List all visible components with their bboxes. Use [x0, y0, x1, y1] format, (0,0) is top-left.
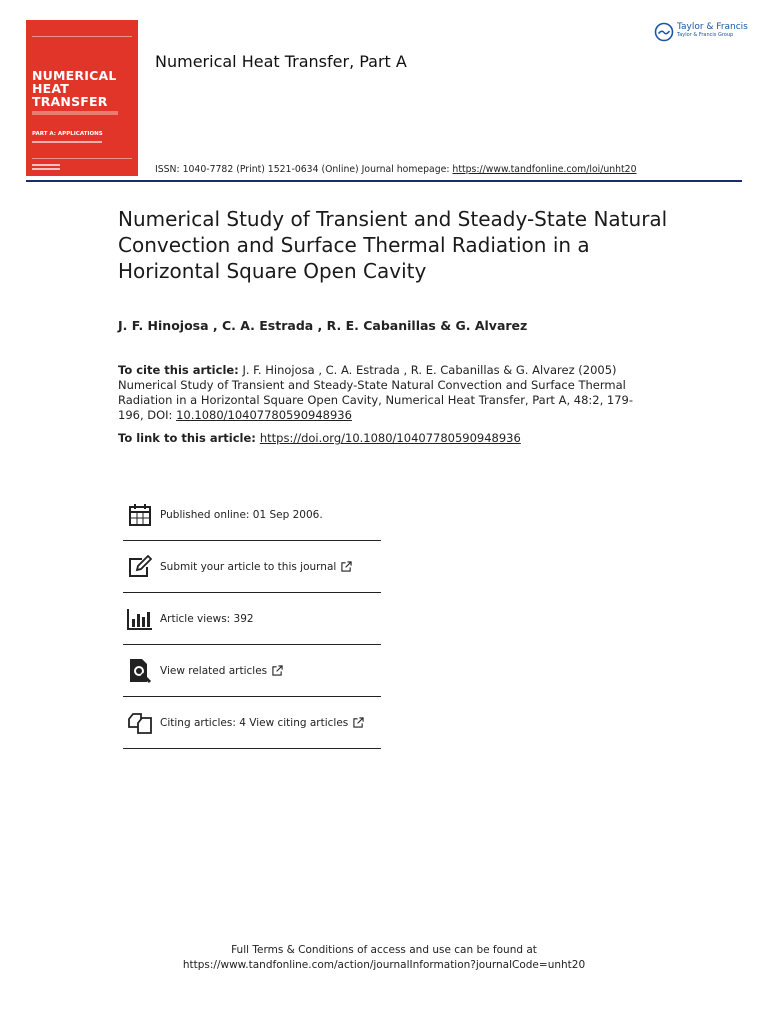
external-link-icon — [272, 665, 283, 676]
cover-editor-line — [32, 141, 102, 143]
citing-articles-label: Citing articles: 4 View citing articles — [160, 716, 349, 729]
external-link-icon — [353, 717, 364, 728]
cover-title — [32, 69, 132, 108]
issn-text: ISSN: 1040-7782 (Print) 1521-0634 (Online) Journal homepage: — [155, 164, 453, 175]
external-link-icon — [341, 561, 352, 572]
cover-section: PART A: APPLICATIONS — [32, 131, 103, 137]
cover-subtitle-bar — [32, 111, 118, 115]
citing-articles-icon — [127, 710, 153, 736]
journal-cover — [26, 20, 138, 176]
publisher-name: Taylor & Francis — [677, 22, 748, 32]
page-footer — [0, 943, 768, 973]
bar-chart-icon — [127, 606, 153, 632]
cite-doi-link[interactable]: 10.1080/10407780590948936 — [176, 408, 352, 422]
publisher-group: Taylor & Francis Group — [677, 32, 734, 38]
related-articles-label: View related articles — [160, 664, 268, 677]
published-online-label: Published online: 01 Sep 2006. — [160, 508, 323, 521]
footer-terms-url: https://www.tandfonline.com/action/journalInformation?journalCode=unht20 — [182, 959, 586, 971]
submit-article-item[interactable] — [123, 541, 381, 593]
citation-block — [118, 363, 658, 423]
article-views-label: Article views: 392 — [160, 612, 254, 625]
calendar-icon — [127, 502, 153, 528]
article-doi-link[interactable]: https://doi.org/10.1080/10407780590948936 — [259, 431, 521, 445]
article-authors: J. F. Hinojosa , C. A. Estrada , R. E. Cabanillas & G. Alvarez — [118, 318, 528, 333]
link-label: To link to this article: — [118, 431, 260, 445]
citing-articles-item[interactable] — [123, 697, 381, 749]
cover-title-line: NUMERICAL — [32, 68, 117, 83]
article-title: Numerical Study of Transient and Steady-State Natural Convection and Surface Thermal Radiation in a Horizontal Square Open Cavity — [118, 207, 668, 283]
article-views-item — [123, 593, 381, 645]
journal-name: Numerical Heat Transfer, Part A — [155, 52, 407, 71]
cover-top-band — [32, 20, 132, 37]
taylor-francis-logo-icon — [654, 22, 674, 42]
related-articles-item[interactable] — [123, 645, 381, 697]
issn-line — [155, 164, 637, 175]
cite-text: J. F. Hinojosa , C. A. Estrada , R. E. Cabanillas & G. Alvarez (2005) Numerical Study of Transient and Steady-State Natural Convection and Surface Thermal Radiation in a Horizontal Square Open Cavity, Numerical Heat Transfer, Part A, 48:2, 179-196, DOI: — [118, 363, 634, 422]
publisher-logo — [654, 22, 748, 42]
search-document-icon — [127, 658, 153, 684]
article-info-list — [123, 489, 381, 749]
cover-title-line: HEAT — [32, 81, 70, 96]
edit-icon — [127, 554, 153, 580]
cover-title-line: TRANSFER — [32, 94, 108, 109]
cover-footer — [32, 158, 132, 170]
submit-article-label: Submit your article to this journal — [160, 560, 337, 573]
header-divider — [26, 180, 742, 182]
footer-terms-text: Full Terms & Conditions of access and use can be found at — [231, 944, 537, 956]
cite-label: To cite this article: — [118, 363, 239, 377]
published-online-item — [123, 489, 381, 541]
journal-homepage-link[interactable]: https://www.tandfonline.com/loi/unht20 — [452, 164, 637, 175]
article-link-block — [118, 431, 521, 445]
